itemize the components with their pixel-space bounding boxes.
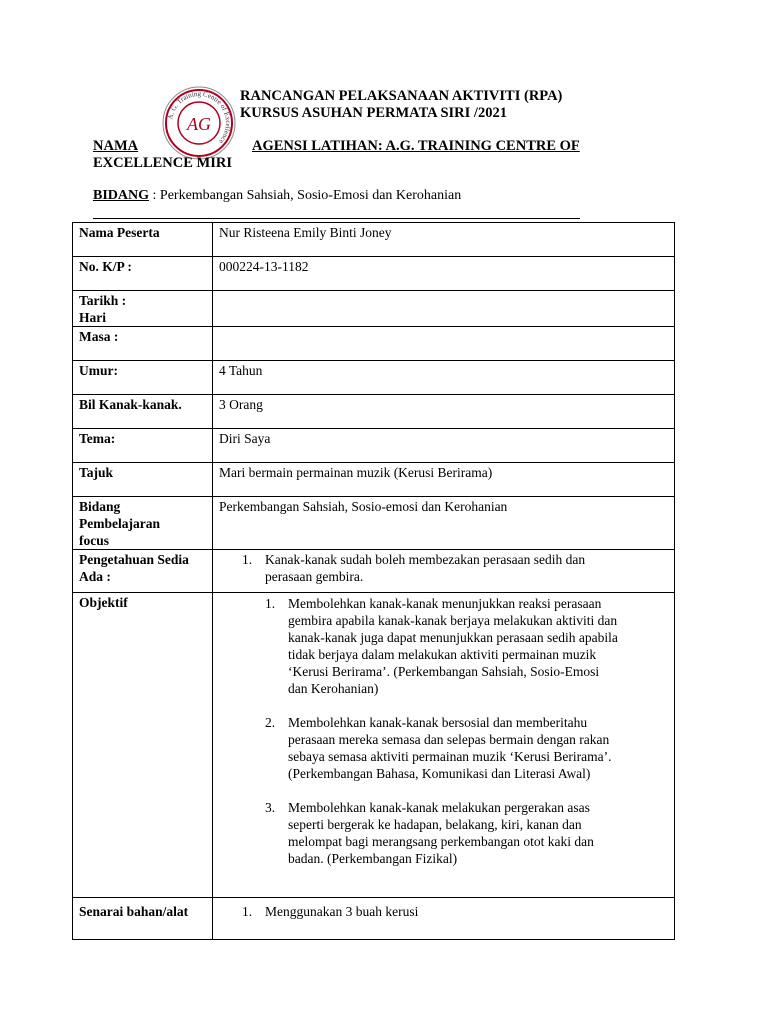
- list-number: 1.: [242, 904, 253, 919]
- list-item-line: tidak berjaya dalam melakukan aktiviti permainan muzik: [288, 647, 597, 662]
- list-item: [242, 903, 674, 920]
- list-item-line: perasaan gembira.: [265, 569, 364, 584]
- no-kp-label: No. K/P :: [73, 257, 213, 291]
- agensi-line2: EXCELLENCE MIRI: [93, 155, 232, 171]
- logo-ring-text: A. G. Training Centre of Excellence: [166, 89, 233, 146]
- table-row: [73, 550, 675, 593]
- list-item-line: Menggunakan 3 buah kerusi: [265, 904, 419, 919]
- tarikh-label-line2: Hari: [79, 310, 106, 325]
- bidang-pembelajaran-label-line1: Bidang: [79, 499, 121, 514]
- agency-logo: [162, 86, 236, 160]
- tema-value: Diri Saya: [213, 429, 675, 463]
- objektif-list: [265, 595, 674, 867]
- table-row: [73, 257, 675, 291]
- list-number: 2.: [265, 715, 276, 730]
- pengetahuan-label-line2: Ada :: [79, 569, 111, 584]
- list-item: [265, 799, 674, 867]
- list-item-line: Membolehkan kanak-kanak bersosial dan memberitahu: [288, 715, 588, 730]
- list-item-line: badan. (Perkembangan Fizikal): [288, 851, 458, 866]
- tajuk-label: Tajuk: [73, 463, 213, 497]
- nama-peserta-value: Nur Risteena Emily Binti Joney: [213, 223, 675, 257]
- tarikh-label: [73, 291, 213, 327]
- nama-peserta-label: Nama Peserta: [73, 223, 213, 257]
- objektif-label: Objektif: [73, 593, 213, 898]
- tarikh-label-line1: Tarikh :: [79, 293, 127, 308]
- bidang-pembelajaran-value: Perkembangan Sahsiah, Sosio-emosi dan Kerohanian: [213, 497, 675, 550]
- table-row: [73, 223, 675, 257]
- senarai-list: [242, 903, 674, 920]
- bidang-value: Perkembangan Sahsiah, Sosio-Emosi dan Kerohanian: [159, 188, 462, 203]
- umur-value: 4 Tahun: [213, 361, 675, 395]
- table-row: [73, 898, 675, 940]
- agensi-line1: AGENSI LATIHAN: A.G. TRAINING CENTRE OF: [252, 138, 580, 154]
- umur-label: Umur:: [73, 361, 213, 395]
- tema-label: Tema:: [73, 429, 213, 463]
- list-item-line: kanak-kanak juga dapat menunjukkan perasaan sedih apabila: [288, 630, 618, 645]
- bil-kanak-label: Bil Kanak-kanak.: [73, 395, 213, 429]
- list-number: 1.: [265, 596, 276, 611]
- table-row: [73, 395, 675, 429]
- masa-label: Masa :: [73, 327, 213, 361]
- list-item-line: (Perkembangan Bahasa, Komunikasi dan Literasi Awal): [288, 766, 591, 781]
- bidang-sep: :: [149, 188, 160, 203]
- bidang-pembelajaran-label-line3: focus: [79, 533, 109, 548]
- tajuk-value: Mari bermain permainan muzik (Kerusi Berirama): [213, 463, 675, 497]
- document-title: RANCANGAN PELAKSANAAN AKTIVITI (RPA): [240, 88, 563, 104]
- senarai-label: Senarai bahan/alat: [73, 898, 213, 940]
- list-item-line: perasaan mereka semasa dan selepas bermain dengan rakan: [288, 732, 610, 747]
- table-row: [73, 429, 675, 463]
- list-item-line: Kanak-kanak sudah boleh membezakan perasaan sedih dan: [265, 552, 586, 567]
- list-item-line: sebaya semasa aktiviti permainan muzik ‘Kerusi Berirama’.: [288, 749, 612, 764]
- masa-value: [213, 327, 675, 361]
- bidang-pembelajaran-label: [73, 497, 213, 550]
- list-item: [265, 595, 674, 697]
- tarikh-value: [213, 291, 675, 327]
- table-row: [73, 291, 675, 327]
- table-row: [73, 361, 675, 395]
- logo-initials: AG: [187, 114, 211, 134]
- table-row: [73, 497, 675, 550]
- pengetahuan-label-line1: Pengetahuan Sedia: [79, 552, 189, 567]
- senarai-value: [213, 898, 675, 940]
- no-kp-value: 000224-13-1182: [213, 257, 675, 291]
- list-item: [265, 714, 674, 782]
- list-item-line: gembira apabila kanak-kanak berjaya melakukan aktiviti dan: [288, 613, 618, 628]
- table-row: [73, 327, 675, 361]
- list-item-line: ‘Kerusi Berirama’. (Perkembangan Sahsiah, Sosio-Emosi: [288, 664, 600, 679]
- bidang-line: [93, 188, 461, 204]
- objektif-value: [213, 593, 675, 898]
- list-item-line: Membolehkan kanak-kanak melakukan pergerakan asas: [288, 800, 590, 815]
- list-item-line: seperti bergerak ke hadapan, belakang, kiri, kanan dan: [288, 817, 582, 832]
- list-item-line: melompat bagi merangsang perkembangan otot kaki dan: [288, 834, 594, 849]
- pengetahuan-list: [242, 551, 674, 585]
- table-row: [73, 593, 675, 898]
- bidang-pembelajaran-label-line2: Pembelajaran: [79, 516, 160, 531]
- nama-label: NAMA: [93, 138, 139, 154]
- list-item-line: dan Kerohanian): [288, 681, 379, 696]
- list-number: 3.: [265, 800, 276, 815]
- pengetahuan-label: [73, 550, 213, 593]
- list-number: 1.: [242, 552, 253, 567]
- bil-kanak-value: 3 Orang: [213, 395, 675, 429]
- document-subtitle: KURSUS ASUHAN PERMATA SIRI /2021: [240, 105, 507, 121]
- list-item: [242, 551, 674, 585]
- list-item-line: Membolehkan kanak-kanak menunjukkan reaksi perasaan: [288, 596, 602, 611]
- table-row: [73, 463, 675, 497]
- divider-line: [93, 218, 580, 219]
- rpa-form-table: [72, 222, 675, 940]
- pengetahuan-value: [213, 550, 675, 593]
- bidang-label: BIDANG: [93, 188, 150, 203]
